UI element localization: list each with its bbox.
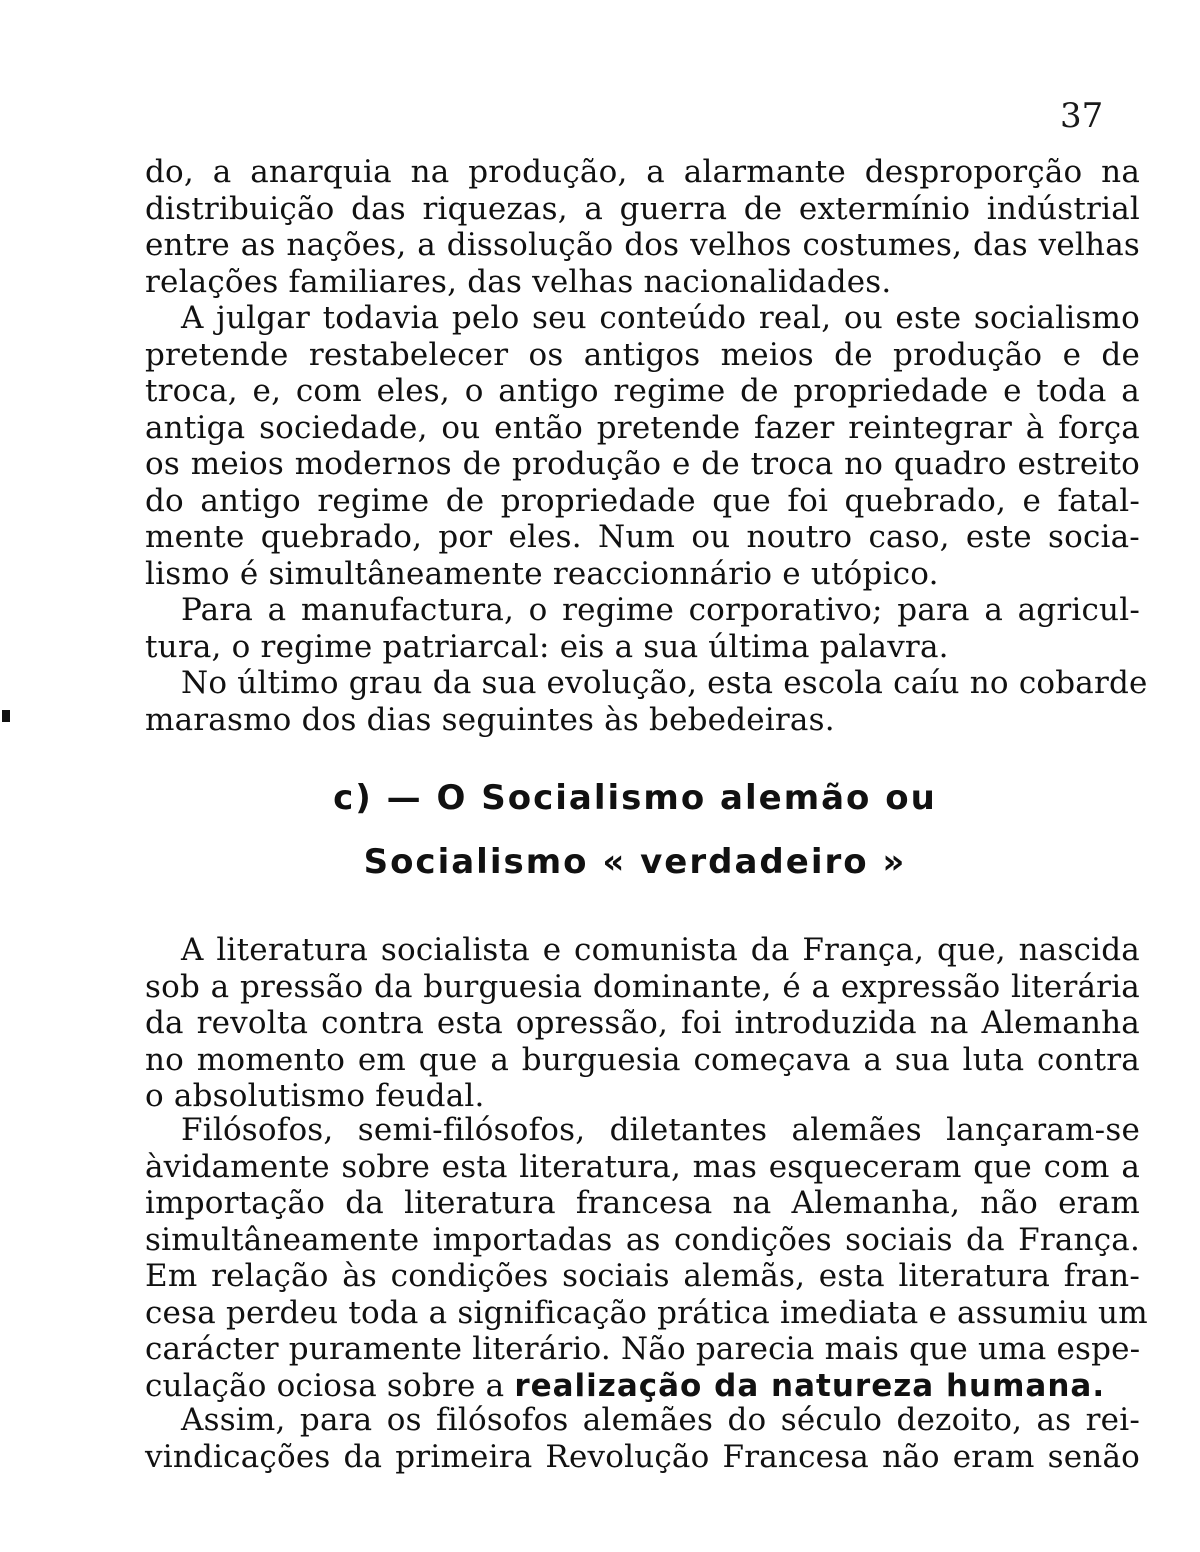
text-line: entre as nações, a dissolução dos velhos costumes, das velhas — [145, 227, 1140, 263]
text-line: Em relação às condições sociais alemãs, esta literatura fran- — [145, 1258, 1140, 1294]
section-heading-line-2: Socialismo « verdadeiro » — [363, 842, 907, 882]
paragraph-6 — [145, 1112, 1148, 1404]
text-line: marasmo dos dias seguintes às bebedeiras. — [145, 701, 835, 738]
paragraph-4 — [145, 665, 1148, 738]
text-line: do antigo regime de propriedade que foi quebrado, e fatal- — [145, 482, 1140, 519]
text-line: carácter puramente literário. Não parecia mais que uma espe- — [145, 1331, 1141, 1367]
margin-mark — [2, 710, 10, 722]
text-line: vindicações da primeira Revolução Francesa não eram senão — [145, 1438, 1140, 1475]
text-line: o absolutismo feudal. — [145, 1078, 485, 1114]
paragraph-3 — [145, 592, 1140, 665]
text-line: Assim, para os filósofos alemães do século dezoito, as rei- — [181, 1402, 1140, 1438]
text-line: cesa perdeu toda a significação prática imediata e assumiu um — [145, 1294, 1148, 1331]
text-line: distribuição das riquezas, a guerra de extermínio indústrial — [145, 190, 1140, 227]
text-line: tura, o regime patriarcal: eis a sua última palavra. — [145, 628, 949, 665]
text-line: lismo é simultâneamente reaccionnário e utópico. — [145, 555, 939, 592]
text-line: A julgar todavia pelo seu conteúdo real, ou este socialismo — [181, 300, 1140, 336]
page-number: 37 — [1060, 96, 1104, 136]
section-heading — [0, 778, 1200, 882]
section-heading-line-1: c) — O Socialismo alemão ou — [333, 778, 937, 818]
text-line: antiga sociedade, ou então pretende fazer reintegrar à força — [145, 409, 1140, 446]
text-line: no momento em que a burguesia começava a sua luta contra — [145, 1041, 1140, 1078]
text-line: sob a pressão da burguesia dominante, é a expressão literária — [145, 968, 1140, 1005]
paragraph-7 — [145, 1402, 1140, 1475]
text-segment: culação ociosa sobre a — [145, 1367, 515, 1404]
paragraph-2 — [145, 300, 1140, 592]
text-line: Para a manufactura, o regime corporativo; para a agricul- — [181, 592, 1140, 628]
paragraph-1 — [145, 154, 1140, 300]
text-line: do, a anarquia na produção, a alarmante desproporção na — [145, 154, 1140, 190]
text-line: importação da literatura francesa na Alemanha, não eram — [145, 1185, 1140, 1221]
text-line: No último grau da sua evolução, esta escola caíu no cobarde — [181, 665, 1148, 701]
text-line: relações familiares, das velhas nacionalidades. — [145, 263, 892, 300]
text-line — [145, 1368, 1140, 1405]
text-line: àvidamente sobre esta literatura, mas esqueceram que com a — [145, 1148, 1140, 1185]
text-line: mente quebrado, por eles. Num ou noutro caso, este socia- — [145, 519, 1140, 555]
text-line: Filósofos, semi-filósofos, diletantes alemães lançaram-se — [181, 1112, 1140, 1148]
emphasized-phrase: realização da natureza humana. — [514, 1367, 1106, 1404]
text-line: A literatura socialista e comunista da França, que, nascida — [181, 932, 1140, 968]
text-line: troca, e, com eles, o antigo regime de propriedade e toda a — [145, 373, 1140, 409]
text-line: da revolta contra esta opressão, foi introduzida na Alemanha — [145, 1005, 1140, 1041]
text-line: simultâneamente importadas as condições sociais da França. — [145, 1221, 1140, 1258]
text-line: os meios modernos de produção e de troca no quadro estreito — [145, 446, 1140, 482]
paragraph-5 — [145, 932, 1140, 1115]
text-line: pretende restabelecer os antigos meios de produção e de — [145, 336, 1140, 373]
